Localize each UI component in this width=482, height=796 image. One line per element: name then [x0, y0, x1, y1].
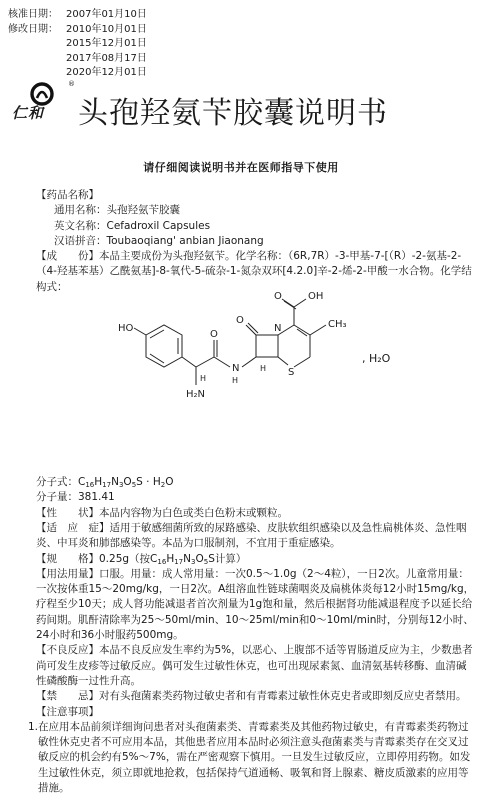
revision-dates: [8, 8, 147, 81]
label-n-ring: N: [274, 323, 282, 335]
hydrate-label: , H₂O: [362, 352, 391, 366]
section-notes: 【注意事项】: [36, 705, 99, 718]
brand-logo: [12, 80, 75, 128]
label-ch3: CH₃: [328, 319, 347, 331]
section-spec: 【规 格】0.25g（按$C_{16}H_{17}N_3O_5S$计算）: [36, 552, 247, 566]
section-contraindication: 【禁 忌】对有头孢菌素类药物过敏史者和有青霉素过敏性休克史者或即刻反应史者禁用。: [36, 690, 467, 703]
molecular-weight: 分子量：381.41: [36, 491, 115, 504]
label-cooh-o: O: [274, 291, 282, 303]
section-properties: 【性 状】本品内容物为白色或类白色粉末或颗粒。: [36, 506, 288, 519]
modify-date: 2017年08月17日: [66, 52, 147, 64]
label-n-amide: N: [232, 363, 240, 375]
pinyin-name: 汉语拼音：Toubaoqiang' anbian Jiaonang: [54, 234, 264, 247]
composition-label: 【成 份】: [36, 250, 99, 263]
chemical-structure: [36, 291, 476, 475]
structure-diagram: [96, 291, 456, 475]
modify-date: 2010年10月01日: [66, 23, 147, 35]
label-h-amide: H: [232, 376, 239, 386]
label-h2: H: [260, 364, 267, 374]
molecular-formula: 分子式：$C_{16}H_{17}N_3O_5S \cdot H_2O$: [36, 476, 174, 490]
note-item: [28, 720, 476, 796]
section-indication: 【适 应 症】适用于敏感细菌所致的尿路感染、皮肤软组织感染以及急性扁桃体炎、急性咽炎、中耳炎和肺部感染等。本品为口服制剂，不宜用于重症感染。: [36, 521, 467, 550]
modify-date-label: 修改日期：: [8, 23, 58, 35]
leaflet-body: [28, 188, 476, 796]
section-drug-name: 【药品名称】: [36, 189, 99, 201]
section-adverse: 【不良反应】本品不良反应发生率约为5%，以恶心、上腹部不适等胃肠道反应为主，少数患者尚可发生皮疹等过敏反应。偶可发生过敏性休克，也可出现尿素氮、血清氨基转移酶、血清碱性磷酸酶一过性升高。: [36, 644, 473, 687]
brand-name: 仁和: [12, 104, 45, 122]
page-title: 头孢羟氨苄胶囊说明书: [78, 96, 388, 131]
modify-date-row: [8, 23, 147, 38]
approve-date: 2007年01月10日: [66, 9, 147, 20]
generic-name: 通用名称：头孢羟氨苄胶囊: [54, 204, 180, 217]
label-h1: H: [200, 374, 207, 384]
label-o-beta: O: [236, 315, 244, 327]
section-composition: [36, 249, 476, 295]
approve-date-label: 核准日期：: [8, 9, 58, 20]
label-nh2: H₂N: [186, 389, 206, 401]
section-usage: 【用法用量】口服。用量：成人常用量：一次0.5～1.0g（2～4粒），一日2次。儿童常用量：一次按体重15～20mg/kg，一日2次。A组溶血性链球菌咽炎及扁桃体炎每12小时15mg/kg，疗程至少10天；成人肾功能减退者首次剂量为1g饱和量，然后根据肾功能减退程度予以延长给药间期。肌酐清除率为25～50ml/min、10～25ml/min和0～10ml/min时，分别每12小时、24小时和36小时服药500mg。: [36, 567, 475, 642]
english-name: 英文名称：Cefadroxil Capsules: [54, 219, 211, 232]
note-number: 1.: [28, 720, 39, 733]
composition-text: 本品主要成份为头孢羟氨苄。化学名称：（6R,7R）-3-甲基-7-[（R）-2-氨基-2-（4-羟基苯基）乙酰氨基]-8-氧代-5-硫杂-1-氮杂双环[4.2.0]辛-2-烯-2-甲酸一水合物。化学结构式：: [36, 250, 472, 293]
label-cooh-oh: OH: [308, 291, 324, 303]
modify-date: 2015年12月01日: [66, 38, 147, 49]
brand-mark-icon: [30, 82, 54, 106]
note-text: 在应用本品前须详细询问患者对头孢菌素类、青霉素类及其他药物过敏史，有青霉素类药物过敏性休克史者不可应用本品，其他患者应用本品时必须注意头孢菌素类与青霉素类存在交叉过敏反应的机会约有5%～7%，需在严密观察下慎用。一旦发生过敏反应，立即停用药物。如发生过敏性休克，须立即就地抢救，包括保持气道通畅、吸氧和肾上腺素、糖皮质激素的应用等措施。: [38, 720, 471, 795]
label-o-ketone: O: [210, 329, 218, 341]
modify-date: 2020年12月01日: [66, 67, 147, 78]
approve-date-row: [8, 8, 147, 23]
page-subtitle: 请仔细阅读说明书并在医师指导下使用: [143, 161, 339, 174]
registered-mark: ®: [68, 80, 75, 88]
label-s-ring: S: [288, 367, 295, 379]
label-ho: HO: [118, 323, 134, 335]
